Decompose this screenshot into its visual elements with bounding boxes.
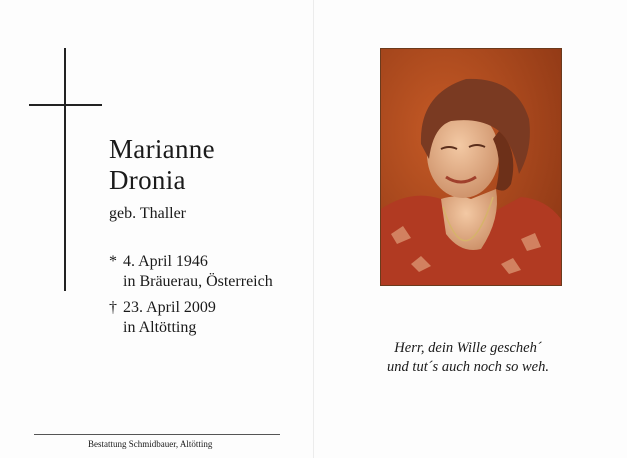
- verse-line-1: Herr, dein Wille gescheh´: [394, 340, 542, 356]
- birth-star-symbol: *: [109, 253, 117, 270]
- death-info: [109, 298, 216, 338]
- footer-divider: [34, 434, 280, 435]
- first-name: Marianne: [109, 134, 215, 164]
- birth-info: [109, 252, 273, 292]
- death-dagger-symbol: †: [109, 299, 117, 316]
- latin-cross-icon: [0, 0, 110, 300]
- birth-place: in Bräuerau, Österreich: [123, 273, 273, 290]
- memorial-verse: [383, 339, 553, 377]
- undertaker-credit: Bestattung Schmidbauer, Altötting: [88, 439, 213, 449]
- maiden-name: geb. Thaller: [109, 205, 187, 222]
- verse-line-2: und tut´s auch noch so weh.: [387, 359, 549, 375]
- last-name: Dronia: [109, 165, 186, 195]
- portrait-photo: [380, 48, 562, 286]
- death-date: 23. April 2009: [123, 299, 216, 316]
- birth-date: 4. April 1946: [123, 253, 208, 270]
- card-fold: [313, 0, 314, 458]
- deceased-name: [109, 134, 215, 196]
- death-place: in Altötting: [123, 319, 197, 336]
